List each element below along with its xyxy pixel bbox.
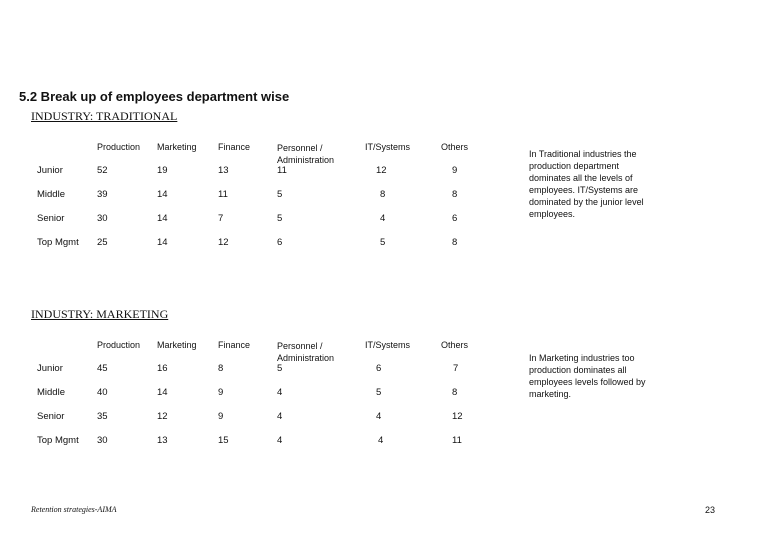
table-cell: 9 [218,387,224,398]
row-label: Top Mgmt [37,435,79,446]
footer-source: Retention strategies-AIMA [31,505,117,514]
table-cell: 16 [157,363,168,374]
table-cell: 7 [218,213,224,224]
column-header: Marketing [157,340,197,350]
page-number: 23 [705,505,716,515]
table-cell: 4 [376,411,382,422]
column-header: Finance [218,142,251,152]
column-header: IT/Systems [365,340,411,350]
table-cell: 8 [218,363,224,374]
table-cell: 14 [157,189,168,200]
table-cell: 25 [97,237,108,248]
column-header: Personnel / Administration [277,143,335,165]
column-header: Others [441,142,469,152]
table-cell: 4 [277,387,283,398]
table-cell: 19 [157,165,168,176]
row-label: Junior [37,165,63,176]
table-cell: 9 [218,411,224,422]
table-cell: 6 [452,213,458,224]
table-cell: 12 [376,165,387,176]
table-cell: 12 [218,237,229,248]
column-header: Others [441,340,469,350]
table-cell: 5 [277,213,283,224]
table-cell: 4 [378,435,384,446]
table-cell: 13 [218,165,229,176]
row-label: Middle [37,387,65,398]
industry-title-traditional: INDUSTRY: TRADITIONAL [31,109,178,123]
column-header: Personnel / Administration [277,341,335,363]
table-cell: 8 [452,189,458,200]
table-cell: 5 [277,363,283,374]
table-cell: 4 [277,411,283,422]
table-cell: 11 [452,435,462,446]
table-cell: 15 [218,435,229,446]
table-cell: 12 [452,411,463,422]
table-cell: 4 [277,435,283,446]
column-header: Finance [218,340,251,350]
table-cell: 30 [97,213,108,224]
row-label: Senior [37,411,65,422]
table-cell: 14 [157,237,168,248]
column-header: Marketing [157,142,197,152]
table-cell: 14 [157,213,168,224]
note-traditional: In Traditional industries the production department dominates all the levels of employees. IT/Systems are dominated by the junior level employees. [529,149,644,219]
table-cell: 6 [277,237,283,248]
table-cell: 45 [97,363,108,374]
table-cell: 8 [380,189,386,200]
table-cell: 5 [376,387,382,398]
industry-title-marketing: INDUSTRY: MARKETING [31,307,169,321]
column-header: Production [97,340,141,350]
table-cell: 11 [218,189,228,200]
row-label: Top Mgmt [37,237,79,248]
table-cell: 6 [376,363,382,374]
table-cell: 11 [277,165,287,176]
row-label: Senior [37,213,65,224]
section-heading: 5.2 Break up of employees department wise [19,89,290,104]
table-cell: 14 [157,387,168,398]
table-cell: 52 [97,165,108,176]
column-header: IT/Systems [365,142,411,152]
table-cell: 9 [452,165,458,176]
row-label: Middle [37,189,65,200]
table-cell: 8 [452,387,458,398]
table-cell: 7 [453,363,459,374]
row-label: Junior [37,363,63,374]
table-cell: 35 [97,411,108,422]
table-cell: 39 [97,189,108,200]
table-cell: 40 [97,387,108,398]
table-cell: 5 [277,189,283,200]
table-cell: 12 [157,411,168,422]
note-marketing: In Marketing industries too production dominates all employees levels followed by marketing. [529,353,646,399]
column-header: Production [97,142,141,152]
table-cell: 5 [380,237,386,248]
table-cell: 30 [97,435,108,446]
table-cell: 8 [452,237,458,248]
table-cell: 13 [157,435,168,446]
table-cell: 4 [380,213,386,224]
